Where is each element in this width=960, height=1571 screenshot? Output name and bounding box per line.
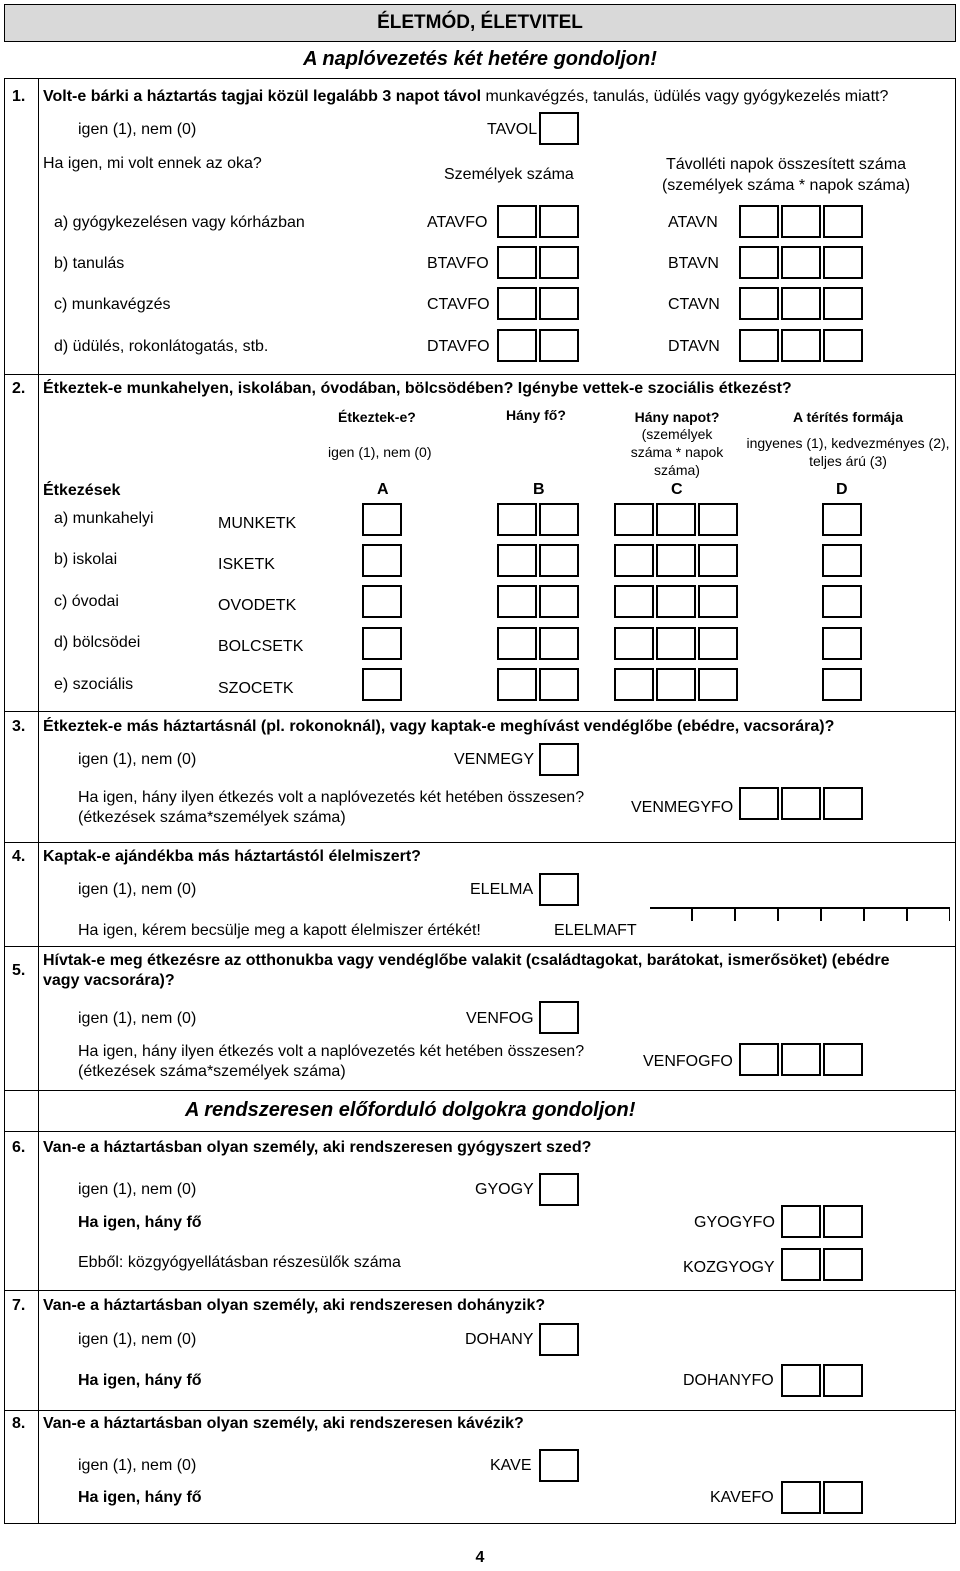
page-number: 4 [475,1549,485,1566]
answer-box[interactable] [497,503,537,536]
answer-box[interactable] [497,205,537,238]
answer-box[interactable] [539,1323,579,1356]
answer-box[interactable] [539,544,579,577]
column-header: (személyek száma * napok száma) [661,177,911,194]
row-label: d) üdülés, rokonlátogatás, stb. [54,338,269,355]
column-header: Hány fő? [506,407,566,423]
answer-box[interactable] [822,503,862,536]
answer-box[interactable] [539,329,579,362]
answer-box[interactable] [656,503,696,536]
column-letter: C [671,481,683,498]
field-code: DTAVN [668,338,720,355]
column-header: (személyek [641,426,713,442]
answer-box[interactable] [614,668,654,701]
question-text: Van-e a háztartásban olyan személy, aki rendszeresen gyógyszert szed? [43,1139,592,1156]
answer-box[interactable] [362,544,402,577]
answer-box[interactable] [539,668,579,701]
answer-box[interactable] [497,329,537,362]
answer-box[interactable] [823,246,863,279]
section-heading: A naplóvezetés két hetére gondoljon! [303,48,657,70]
answer-box[interactable] [656,585,696,618]
answer-box[interactable] [656,544,696,577]
answer-box[interactable] [739,246,779,279]
divider [4,842,956,843]
answer-box[interactable] [539,1449,579,1482]
field-code: BTAVN [668,255,719,272]
answer-box[interactable] [822,585,862,618]
answer-box[interactable] [539,1001,579,1034]
answer-box[interactable] [497,585,537,618]
field-code: OVODETK [218,597,297,614]
answer-box[interactable] [781,287,821,320]
follow-question: Ha igen, kérem becsülje meg a kapott élelmiszer értékét! [78,922,481,939]
divider [4,1410,956,1411]
field-code: VENFOG [466,1010,534,1027]
sub-question: Ebből: közgyógyellátásban részesülők száma [78,1254,401,1271]
answer-box[interactable] [362,503,402,536]
number-column-divider [38,78,39,1524]
column-header: Étkeztek-e? [338,409,416,425]
answer-box[interactable] [739,287,779,320]
column-header: A térítés formája [793,409,903,425]
how-many-label: Ha igen, hány fő [78,1372,202,1389]
follow-question-note: (étkezések száma*személyek száma) [78,1063,346,1080]
yes-no-hint: igen (1), nem (0) [78,751,197,768]
answer-box[interactable] [822,627,862,660]
question-number: 6. [12,1139,26,1156]
answer-box[interactable] [656,668,696,701]
question-text: Kaptak-e ajándékba más háztartástól élelmiszert? [43,848,421,865]
field-code: CTAVN [668,296,720,313]
answer-box[interactable] [781,787,821,820]
answer-box[interactable] [497,668,537,701]
follow-question: Ha igen, hány ilyen étkezés volt a naplóvezetés két hetében összesen? [78,789,585,806]
how-many-label: Ha igen, hány fő [78,1489,202,1506]
section-heading: A rendszeresen előforduló dolgokra gondoljon! [185,1099,636,1121]
row-label: e) szociális [54,676,134,693]
divider [4,1090,956,1091]
field-code: DOHANYFO [683,1372,774,1389]
question-text: Van-e a háztartásban olyan személy, aki rendszeresen kávézik? [43,1415,524,1432]
column-header: igen (1), nem (0) [328,444,432,460]
answer-box[interactable] [539,627,579,660]
field-code: GYOGY [475,1181,534,1198]
question-text [43,88,888,106]
question-number: 7. [12,1297,26,1314]
answer-box[interactable] [497,287,537,320]
column-header: száma * napok [630,444,724,460]
answer-box[interactable] [781,1364,821,1397]
question-number: 5. [12,962,26,979]
how-many-label: Ha igen, hány fő [78,1214,202,1231]
divider [4,946,956,947]
answer-box[interactable] [739,205,779,238]
yes-no-hint: igen (1), nem (0) [78,121,197,138]
question-text-rest: munkavégzés, tanulás, üdülés vagy gyógykezelés miatt? [481,88,889,105]
field-code: SZOCETK [218,680,294,697]
column-letter: A [377,481,389,498]
field-code: ATAVN [668,214,718,231]
field-code: CTAVFO [427,296,490,313]
answer-box[interactable] [822,668,862,701]
row-label: b) tanulás [54,255,125,272]
answer-box[interactable] [823,1364,863,1397]
value-input[interactable] [650,907,950,940]
field-code: BTAVFO [427,255,489,272]
answer-box[interactable] [739,787,779,820]
question-number: 3. [12,718,26,735]
field-code: VENMEGYFO [631,799,734,816]
question-text: Van-e a háztartásban olyan személy, aki rendszeresen dohányzik? [43,1297,546,1314]
page-title: ÉLETMÓD, ÉLETVITEL [4,4,956,42]
answer-box[interactable] [781,1481,821,1514]
row-label: d) bölcsödei [54,634,141,651]
column-header: Személyek száma [444,166,574,183]
answer-box[interactable] [539,743,579,776]
answer-box[interactable] [823,1205,863,1238]
answer-box[interactable] [362,668,402,701]
question-text: Étkeztek-e más háztartásnál (pl. rokonoknál), vagy kaptak-e meghívást vendéglőbe (ebédre, vacsorára)? [43,718,835,735]
column-header: ingyenes (1), kedvezményes (2), [746,435,950,451]
answer-box[interactable] [362,627,402,660]
yes-no-hint: igen (1), nem (0) [78,881,197,898]
answer-box[interactable] [781,205,821,238]
answer-box[interactable] [781,1043,821,1076]
answer-box[interactable] [539,205,579,238]
answer-box[interactable] [656,627,696,660]
follow-question: Ha igen, mi volt ennek az oka? [43,155,262,172]
answer-box[interactable] [698,585,738,618]
answer-box[interactable] [823,1481,863,1514]
answer-box[interactable] [614,585,654,618]
answer-box[interactable] [822,544,862,577]
row-label: b) iskolai [54,551,118,568]
answer-box[interactable] [497,246,537,279]
field-code: MUNKETK [218,515,297,532]
field-code: ELELMA [470,881,534,898]
field-code: KOZGYOGY [683,1259,775,1276]
answer-box[interactable] [781,246,821,279]
yes-no-hint: igen (1), nem (0) [78,1457,197,1474]
answer-box[interactable] [781,1205,821,1238]
answer-box[interactable] [781,329,821,362]
divider [4,1131,956,1132]
answer-box[interactable] [698,544,738,577]
divider [4,1290,956,1291]
rows-title: Étkezések [43,482,121,499]
question-text: Étkeztek-e munkahelyen, iskolában, óvodában, bölcsödében? Igénybe vettek-e szociális étkezést? [43,380,792,397]
column-header: Hány napot? [634,409,720,425]
answer-box[interactable] [539,1173,579,1206]
field-code: VENFOGFO [643,1053,733,1070]
field-code: VENMEGY [454,751,535,768]
column-letter: B [533,481,545,498]
column-header: száma) [654,462,700,478]
divider [4,711,956,712]
column-letter: D [836,481,848,498]
answer-box[interactable] [539,585,579,618]
answer-box[interactable] [698,503,738,536]
field-code: ATAVFO [427,214,488,231]
answer-box[interactable] [362,585,402,618]
answer-box[interactable] [497,627,537,660]
question-number: 2. [12,380,26,397]
question-text-bold: Volt-e bárki a háztartás tagjai közül legalább 3 napot távol [43,88,482,105]
answer-box[interactable] [823,787,863,820]
row-label: a) munkahelyi [54,510,154,527]
field-code: DOHANY [465,1331,534,1348]
follow-question-note: (étkezések száma*személyek száma) [78,809,346,826]
answer-box[interactable] [823,1043,863,1076]
row-label: c) munkavégzés [54,296,171,313]
yes-no-hint: igen (1), nem (0) [78,1181,197,1198]
question-number: 1. [12,88,26,105]
follow-question: Ha igen, hány ilyen étkezés volt a naplóvezetés két hetében összesen? [78,1043,585,1060]
answer-box[interactable] [698,627,738,660]
field-code: ISKETK [218,556,275,573]
field-code: ELELMAFT [554,922,637,939]
answer-box[interactable] [614,627,654,660]
question-text: Hívtak-e meg étkezésre az otthonukba vagy vendéglőbe valakit (családtagokat, barátokat, ismerősöket) (ebédre [43,952,890,969]
column-header: Távolléti napok összesített száma [665,156,907,173]
answer-box[interactable] [539,246,579,279]
row-label: c) óvodai [54,593,119,610]
answer-box[interactable] [614,544,654,577]
row-label: a) gyógykezelésen vagy kórházban [54,214,305,231]
field-code: GYOGYFO [694,1214,775,1231]
answer-box[interactable] [823,205,863,238]
answer-box[interactable] [823,287,863,320]
answer-box[interactable] [823,1248,863,1281]
divider [4,374,956,375]
answer-box[interactable] [539,503,579,536]
question-text: vagy vacsorára)? [43,972,175,989]
answer-box[interactable] [781,1248,821,1281]
field-code: BOLCSETK [218,638,304,655]
field-code: TAVOL [487,121,538,138]
field-code: DTAVFO [427,338,490,355]
answer-box[interactable] [497,544,537,577]
column-header: teljes árú (3) [809,453,887,469]
answer-box[interactable] [698,668,738,701]
field-code: KAVEFO [710,1489,774,1506]
question-number: 4. [12,848,26,865]
answer-box[interactable] [614,503,654,536]
yes-no-hint: igen (1), nem (0) [78,1010,197,1027]
answer-box[interactable] [539,287,579,320]
answer-box[interactable] [539,112,579,145]
answer-box[interactable] [823,329,863,362]
field-code: KAVE [490,1457,532,1474]
answer-box[interactable] [539,873,579,906]
question-number: 8. [12,1415,26,1432]
answer-box[interactable] [739,329,779,362]
answer-box[interactable] [739,1043,779,1076]
yes-no-hint: igen (1), nem (0) [78,1331,197,1348]
